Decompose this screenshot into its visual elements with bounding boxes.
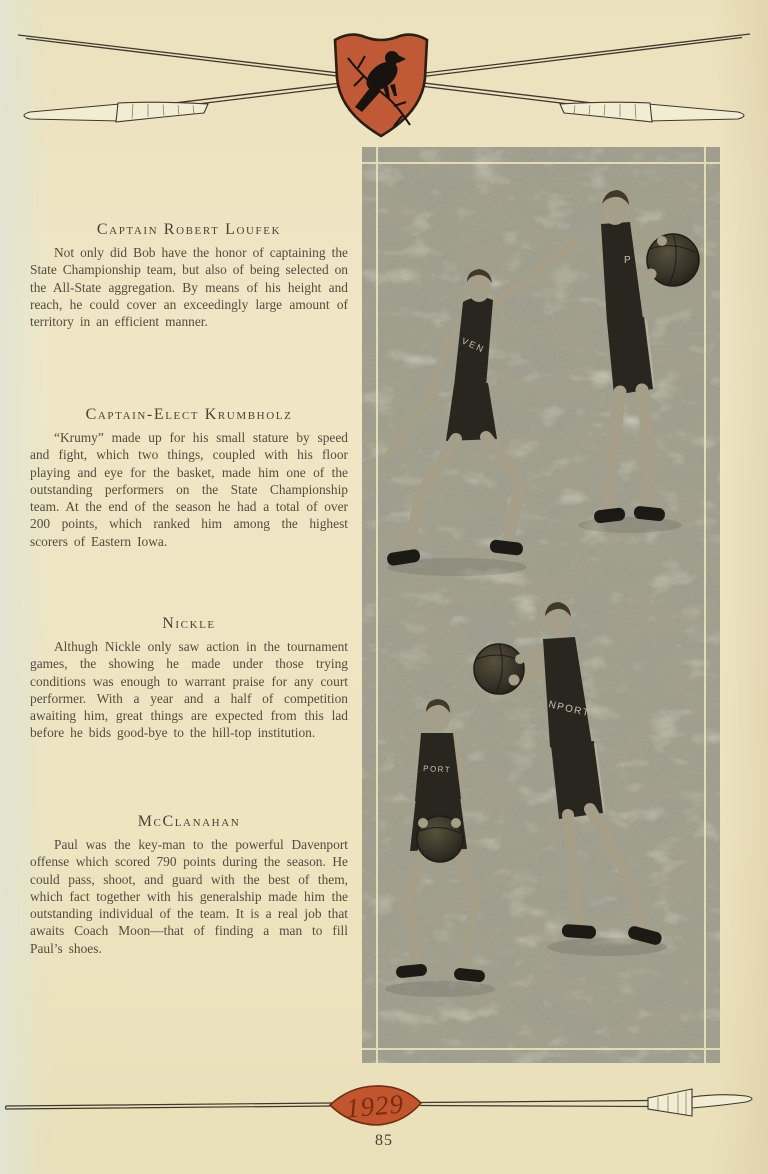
player-writeup-krumbholz bbox=[30, 406, 348, 550]
jersey-lettering: P bbox=[624, 255, 633, 266]
page-number: 85 bbox=[375, 1132, 393, 1149]
player-writeup-loufek bbox=[30, 221, 348, 330]
writeup-heading: Nickle bbox=[162, 615, 216, 632]
writeup-body: “Krumy” made up for his small stature by speed and fight, which two things, coupled with his floor playing and eye for the basket, made him one of the outstanding performers on the State Championship team. At the end of the season he had a total of over 200 points, which ranked him among the highest scorers of Eastern Iowa. bbox=[30, 430, 348, 549]
writeup-body: Paul was the key-man to the powerful Davenport offense which scored 790 points during the season. He could pass, shoot, and guard with the best of them, which fact together with his generalship made him the outstanding individual of the team. It is a real job that awaits Coach Moon—that of finding a man to fill Paul’s shoes. bbox=[30, 837, 348, 956]
jersey-lettering: PORT bbox=[422, 764, 452, 775]
crossed-spears-decoration bbox=[0, 18, 768, 168]
writeup-body: Not only did Bob have the honor of captaining the State Championship team, but also of being selected on the All-State aggregation. By means of his height and reach, he could cover an exceedingly large amount of territory in an efficient manner. bbox=[30, 245, 348, 330]
team-photo bbox=[362, 147, 720, 1063]
year-text: 1929 bbox=[344, 1088, 406, 1124]
writeup-heading: Captain-Elect Krumbholz bbox=[85, 406, 293, 423]
writeup-heading: McClanahan bbox=[137, 813, 241, 830]
writeup-heading: Captain Robert Loufek bbox=[96, 221, 282, 238]
player-writeup-mcclanahan bbox=[30, 813, 348, 957]
hawk-shield-emblem bbox=[335, 35, 427, 136]
writeup-body: Althugh Nickle only saw action in the tournament games, the showing he made under those trying conditions was enough to warrant praise for any court performer. With a year and a half of competition awaiting him, great things are expected from this lad before he bids good-bye to the hill-top institution. bbox=[30, 639, 348, 741]
jersey-lettering: NPORT bbox=[547, 699, 592, 720]
player-writeup-nickle bbox=[30, 615, 348, 742]
jersey-lettering: VEN bbox=[460, 335, 487, 355]
basketball bbox=[647, 234, 699, 286]
year-badge bbox=[330, 1086, 421, 1125]
